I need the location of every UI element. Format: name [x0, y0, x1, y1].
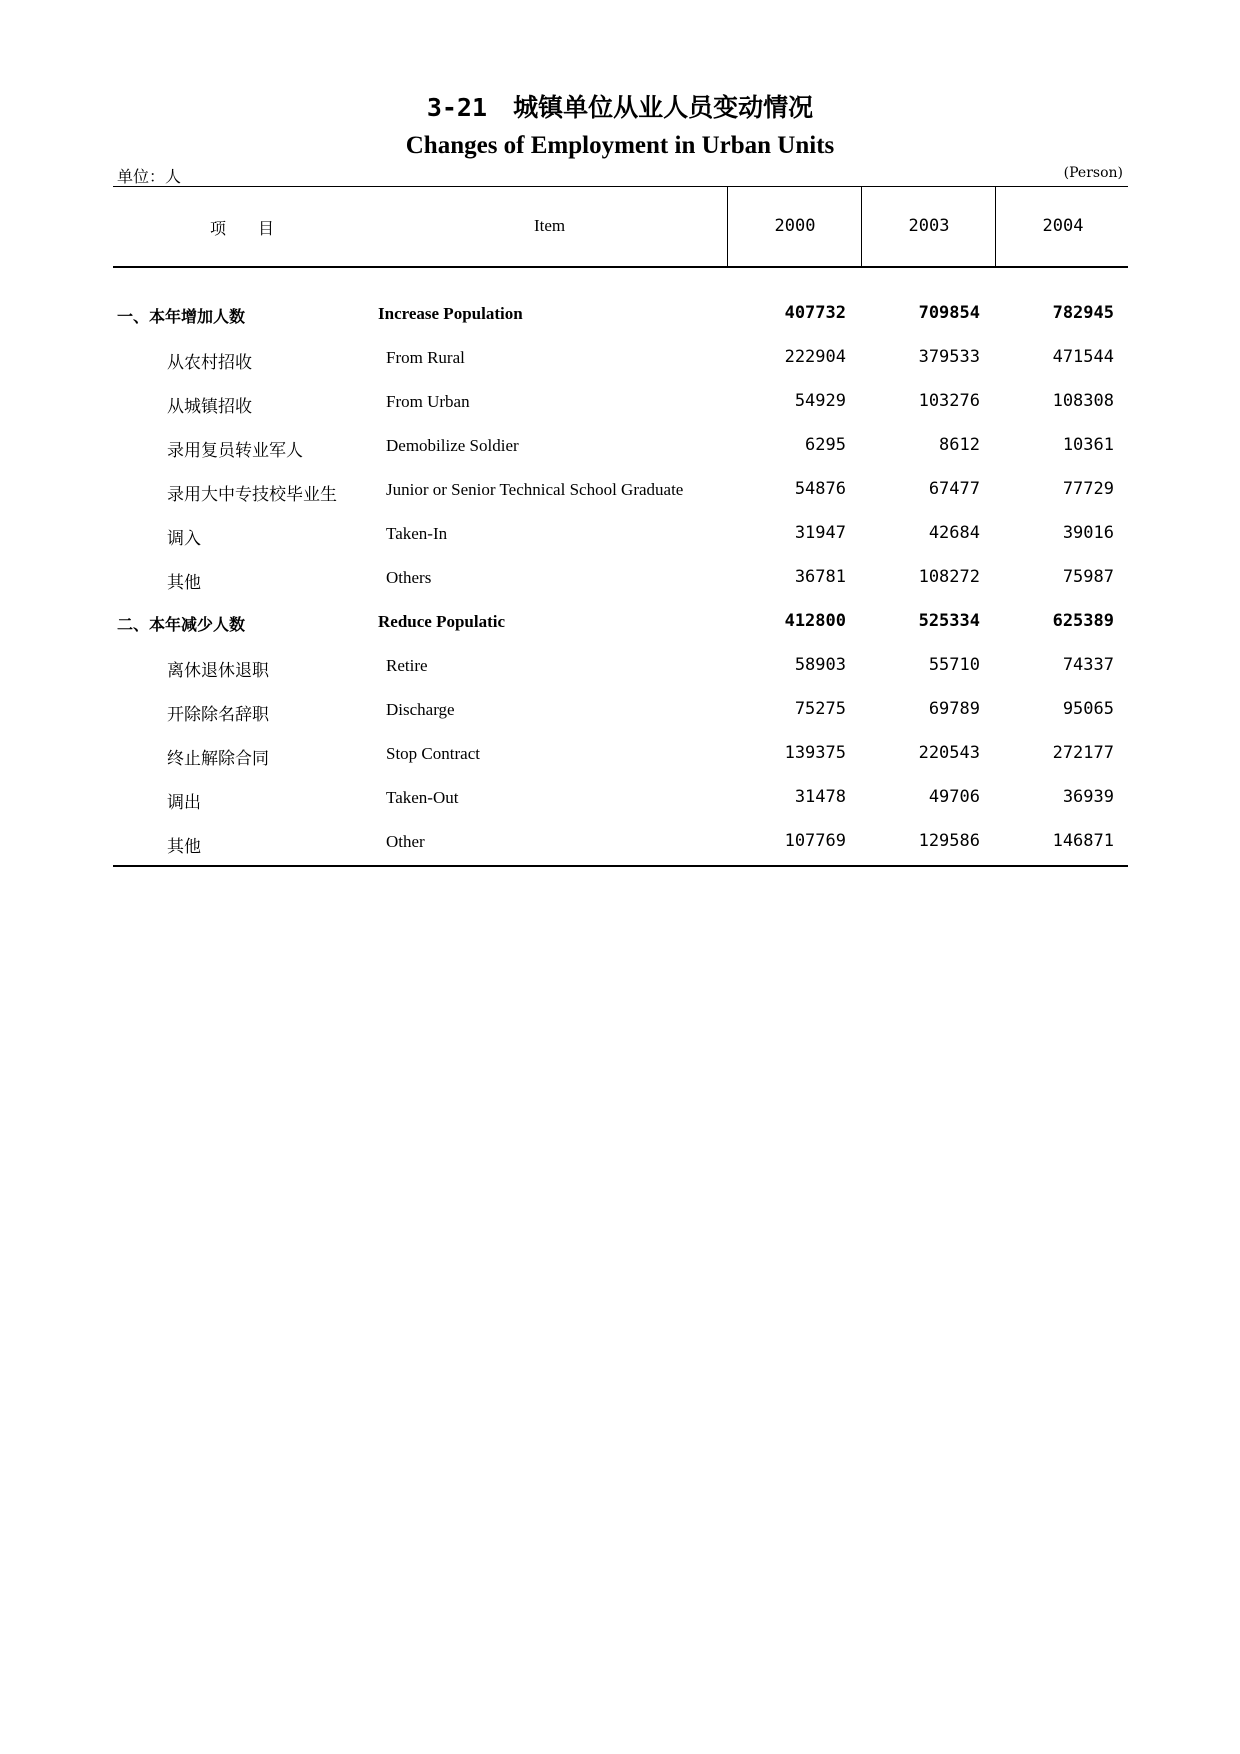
page-title-en: Changes of Employment in Urban Units: [405, 132, 835, 159]
value-cell: 107769: [784, 831, 846, 851]
value-cell: 103276: [918, 391, 980, 411]
value-cell: 146871: [1052, 831, 1114, 851]
row-label-cn: 其他: [167, 837, 201, 857]
table-header-rule: [113, 266, 1128, 268]
value-cell: 67477: [928, 479, 980, 499]
table-number: 3-21: [426, 93, 488, 122]
row-label-cn: 从城镇招收: [167, 397, 252, 417]
row-label-cn: 调出: [167, 793, 201, 813]
value-cell: 222904: [784, 347, 846, 367]
table-row: [0, 436, 1240, 466]
row-label-cn: 离休退休退职: [167, 661, 269, 681]
row-label-cn: 其他: [167, 573, 201, 593]
table-row: [0, 392, 1240, 422]
row-label-cn: 终止解除合同: [167, 749, 269, 769]
table-row: [0, 700, 1240, 730]
row-label-en: Other: [386, 832, 425, 851]
value-cell: 75987: [1062, 567, 1114, 587]
row-label-cn: 开除除名辞职: [167, 705, 269, 725]
value-cell: 525334: [918, 611, 980, 631]
value-cell: 379533: [918, 347, 980, 367]
value-cell: 108308: [1052, 391, 1114, 411]
value-cell: 272177: [1052, 743, 1114, 763]
table-row: [0, 656, 1240, 686]
row-label-en: Increase Population: [378, 304, 523, 323]
value-cell: 139375: [784, 743, 846, 763]
column-header-item-cn: 项 目: [210, 219, 275, 238]
row-label-en: Junior or Senior Technical School Graduate: [386, 480, 684, 499]
table-row: [0, 480, 1240, 510]
value-cell: 95065: [1062, 699, 1114, 719]
column-divider: [861, 187, 862, 267]
table-row: [0, 524, 1240, 554]
page-title-cn: [0, 88, 1240, 124]
row-label-en: From Rural: [386, 348, 465, 367]
table-row: [0, 612, 1240, 642]
value-cell: 42684: [928, 523, 980, 543]
table-row: [0, 832, 1240, 862]
column-divider: [995, 187, 996, 267]
value-cell: 709854: [918, 303, 980, 323]
row-label-en: Stop Contract: [386, 744, 480, 763]
value-cell: 49706: [928, 787, 980, 807]
value-cell: 6295: [805, 435, 846, 455]
title-cn-text: 城镇单位从业人员变动情况: [513, 93, 814, 122]
row-label-en: Demobilize Soldier: [386, 436, 519, 455]
row-label-en: Taken-In: [386, 524, 448, 543]
value-cell: 407732: [784, 303, 846, 323]
table-top-rule: [113, 186, 1128, 187]
value-cell: 10361: [1062, 435, 1114, 455]
value-cell: 36781: [794, 567, 846, 587]
table-bottom-rule: [113, 865, 1128, 867]
value-cell: 77729: [1062, 479, 1114, 499]
row-label-cn: 一、本年增加人数: [117, 307, 246, 326]
row-label-en: Others: [386, 568, 432, 587]
column-divider: [727, 187, 728, 267]
value-cell: 74337: [1062, 655, 1114, 675]
row-label-cn: 从农村招收: [167, 353, 252, 373]
unit-label-en: (Person): [1063, 165, 1123, 181]
row-label-cn: 二、本年减少人数: [117, 615, 246, 634]
table-row: [0, 568, 1240, 598]
column-header-year: 2000: [774, 216, 816, 236]
column-header-item-en: Item: [534, 216, 566, 235]
value-cell: 220543: [918, 743, 980, 763]
value-cell: 625389: [1052, 611, 1114, 631]
value-cell: 36939: [1062, 787, 1114, 807]
value-cell: 782945: [1052, 303, 1114, 323]
row-label-en: Taken-Out: [386, 788, 459, 807]
value-cell: 75275: [794, 699, 846, 719]
value-cell: 412800: [784, 611, 846, 631]
value-cell: 39016: [1062, 523, 1114, 543]
row-label-en: Reduce Populatic: [378, 612, 506, 631]
value-cell: 54929: [794, 391, 846, 411]
value-cell: 55710: [928, 655, 980, 675]
unit-label-cn: 单位：人: [117, 167, 182, 186]
row-label-en: Retire: [386, 656, 428, 675]
row-label-cn: 录用复员转业军人: [167, 441, 303, 461]
row-label-en: Discharge: [386, 700, 455, 719]
value-cell: 69789: [928, 699, 980, 719]
table-row: [0, 348, 1240, 378]
table-row: [0, 788, 1240, 818]
value-cell: 31947: [794, 523, 846, 543]
table-row: [0, 304, 1240, 334]
value-cell: 471544: [1052, 347, 1114, 367]
row-label-cn: 调入: [167, 529, 201, 549]
row-label-en: From Urban: [386, 392, 470, 411]
row-label-cn: 录用大中专技校毕业生: [167, 485, 337, 505]
value-cell: 31478: [794, 787, 846, 807]
value-cell: 58903: [794, 655, 846, 675]
value-cell: 8612: [939, 435, 980, 455]
value-cell: 108272: [918, 567, 980, 587]
value-cell: 54876: [794, 479, 846, 499]
column-header-year: 2004: [1042, 216, 1084, 236]
column-header-year: 2003: [908, 216, 950, 236]
table-row: [0, 744, 1240, 774]
value-cell: 129586: [918, 831, 980, 851]
